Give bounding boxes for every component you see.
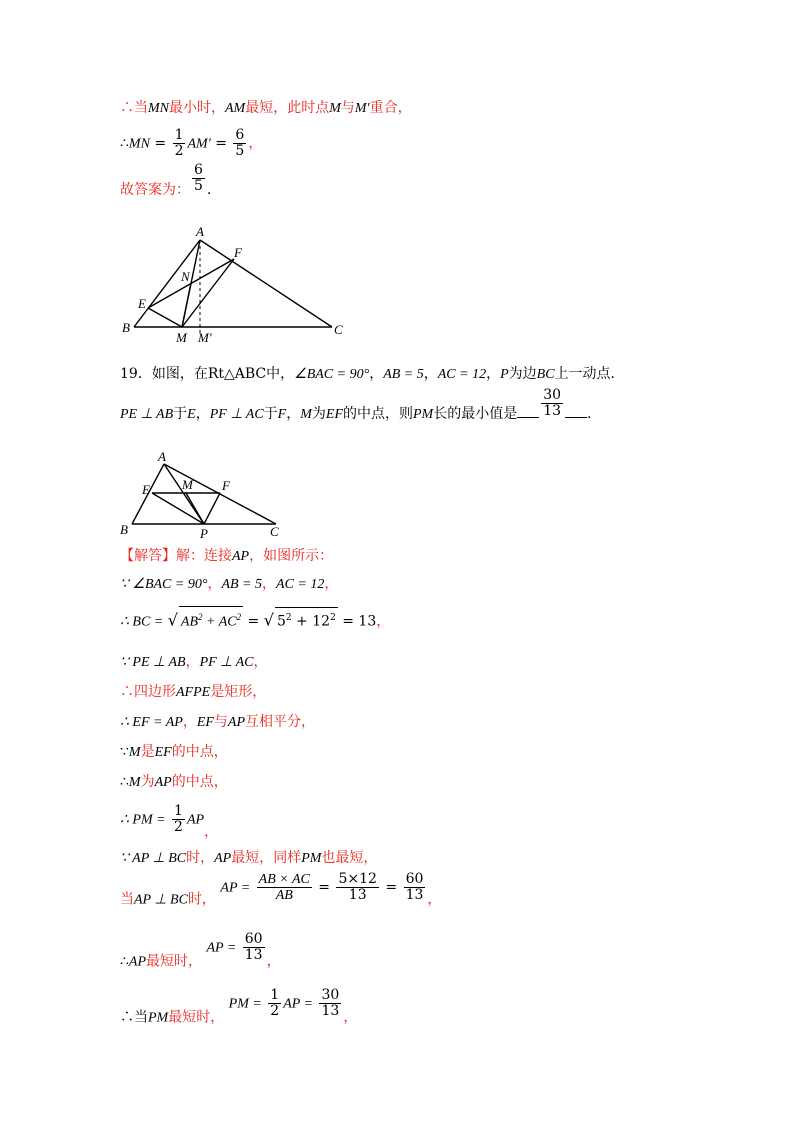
text: 中，	[266, 366, 295, 382]
label-B: B	[120, 522, 128, 537]
label-E: E	[142, 482, 150, 497]
math: AB = 5	[221, 577, 263, 592]
text: 19．如图，在	[120, 366, 208, 382]
solution-line: ∵ ∠BAC = 90°，AB = 5，AC = 12，	[120, 576, 339, 592]
label-P: P	[200, 526, 208, 541]
text: 重合，	[369, 100, 412, 116]
text-line	[120, 98, 412, 119]
text: ，	[486, 366, 501, 382]
math: PM	[148, 1010, 169, 1026]
text: 【解答】解：连接	[120, 548, 232, 564]
text: 的中点，则	[343, 406, 413, 422]
fraction: $\frac{60}{13}$	[405, 871, 424, 903]
solution-line: ∵M是EF的中点，	[120, 744, 228, 760]
fraction: $\frac{6}{5}$	[194, 161, 203, 194]
text: ，	[286, 406, 301, 422]
symbol: =	[215, 135, 227, 152]
math: ∵ ∠BAC = 90°	[120, 577, 208, 592]
math: M	[329, 101, 341, 116]
math: ∵ AP ⊥ BC	[120, 851, 187, 866]
math: AC = 12	[437, 367, 487, 382]
sqrt: $AB^2 + AC^2$	[179, 606, 243, 633]
math: M	[300, 407, 312, 422]
text: 上一动点．	[554, 366, 625, 382]
solution-line: ∴ PM = $\frac{1}{2}$ AP，	[120, 803, 219, 840]
math: M	[128, 745, 141, 760]
math: M′	[354, 101, 370, 116]
math: EF	[325, 407, 343, 422]
text: ，	[423, 366, 438, 382]
fraction: $\frac{60}{13}$	[244, 931, 263, 963]
math: AM	[225, 101, 246, 116]
solution-line: ∴M为AP的中点，	[120, 774, 228, 790]
label-M: M	[176, 330, 187, 345]
math: ∴ PM =	[120, 812, 166, 828]
math: MN	[128, 136, 150, 152]
label-M: M	[182, 477, 193, 492]
math: F	[277, 407, 287, 422]
text: ，	[369, 366, 384, 382]
text: 于	[173, 406, 188, 422]
text: 故答案为：	[120, 182, 190, 198]
math: AP	[232, 549, 250, 564]
math: PF ⊥ AC	[209, 407, 264, 422]
solution-line: ∴ EF = AP，EF与AP互相平分，	[120, 714, 316, 730]
math: AFPE	[176, 685, 211, 700]
math: AP =	[206, 940, 237, 956]
fraction: $\frac{1}{2}$	[174, 127, 184, 159]
math: AP	[227, 715, 246, 730]
question-19-line1	[120, 364, 625, 385]
fraction: $\frac{AB \times AC}{AB}$	[258, 872, 310, 903]
answer-blank	[517, 405, 539, 418]
punct: ，	[248, 135, 263, 152]
text: ，如图所示：	[249, 548, 334, 564]
answer-blank	[565, 405, 587, 418]
equation-line	[120, 128, 262, 159]
text: ∴当	[120, 100, 148, 116]
solution-line: ∴AP最短时， AP = $\frac{60}{13}$ ，	[120, 931, 281, 970]
math: AP	[186, 812, 205, 828]
label-C: C	[334, 322, 343, 337]
answer-line	[120, 161, 212, 200]
sqrt: $5^2 + 12^2$	[275, 607, 338, 632]
fraction: $\frac{6}{5}$	[235, 127, 245, 159]
geometry-figure-2	[120, 448, 300, 544]
label-N: N	[181, 269, 190, 284]
fraction: $\frac{5\times 12}{13}$	[338, 871, 377, 903]
text: 最小时，	[169, 100, 225, 116]
math: PM	[413, 407, 434, 422]
geometry-figure-1	[120, 222, 360, 346]
text: 为	[311, 406, 326, 422]
label-E: E	[138, 296, 146, 311]
math: ∴ BC =	[120, 614, 164, 630]
label-B: B	[122, 320, 130, 335]
math: P	[500, 367, 509, 382]
text: 与	[340, 100, 355, 116]
label-A: A	[196, 224, 204, 239]
text: 长的最小值是	[433, 406, 518, 422]
label-C: C	[270, 524, 279, 539]
math: Rt△ABC	[207, 366, 267, 382]
label-M-prime: M′	[198, 330, 212, 345]
math: EF	[196, 715, 214, 730]
punct: .	[587, 406, 592, 422]
math: AP	[128, 954, 147, 970]
solution-line: 当AP ⊥ BC时， AP = $\frac{AB \times AC}{AB}$ = $\frac{5\times 12}{13}$ = $\frac{60}{13}$ ，	[120, 871, 442, 908]
math: AP =	[283, 996, 314, 1012]
math: PM =	[228, 996, 262, 1012]
symbol: =	[154, 135, 167, 152]
solution-line: ∴当PM最短时， PM = $\frac{1}{2}$ AP = $\frac{30}{13}$ ，	[120, 987, 358, 1026]
math: AP	[214, 851, 232, 866]
symbol: ∴	[120, 135, 129, 152]
text: 为边	[508, 366, 537, 382]
math: ∴ EF = AP	[120, 715, 183, 730]
solution-line: ∴ BC = √ $AB^2 + AC^2$ = √ $5^2 + 12^2 = 13$，	[120, 606, 390, 633]
math: ∵ PE ⊥ AB	[120, 655, 186, 670]
fraction: $\frac{1}{2}$	[174, 803, 183, 835]
solution-line: ∴四边形AFPE是矩形，	[120, 684, 267, 700]
math: PF ⊥ AC	[199, 655, 254, 670]
math: BC	[536, 367, 555, 382]
math: AC = 12	[276, 577, 325, 592]
solution-intro	[120, 546, 333, 567]
math: MN	[148, 101, 169, 116]
math: PM	[301, 851, 322, 866]
solution-line: ∵ PE ⊥ AB，PF ⊥ AC，	[120, 654, 268, 670]
math: AP ⊥ BC	[134, 892, 188, 908]
fraction: $\frac{30}{13}$	[321, 987, 340, 1019]
math: M	[128, 775, 141, 790]
fraction: $\frac{1}{2}$	[270, 987, 280, 1019]
text: 最短，此时点	[245, 100, 330, 116]
math: AP	[154, 775, 172, 790]
label-A: A	[158, 449, 166, 464]
label-F: F	[234, 245, 242, 260]
punct: .	[206, 182, 212, 198]
math: AB = 5	[383, 367, 424, 382]
math: PE ⊥ AB	[120, 407, 174, 422]
math: AP =	[220, 880, 251, 896]
math: EF	[154, 745, 172, 760]
math: AM′	[187, 136, 211, 152]
fraction: $\frac{30}{13}$	[543, 386, 562, 419]
math: ∠BAC = 90°	[294, 367, 370, 382]
text: 于	[263, 406, 278, 422]
math: E	[187, 407, 196, 422]
label-F: F	[222, 478, 230, 493]
text: ，	[195, 406, 210, 422]
solution-line: ∵ AP ⊥ BC时，AP最短，同样PM也最短，	[120, 850, 378, 866]
question-19-line2	[120, 386, 592, 425]
